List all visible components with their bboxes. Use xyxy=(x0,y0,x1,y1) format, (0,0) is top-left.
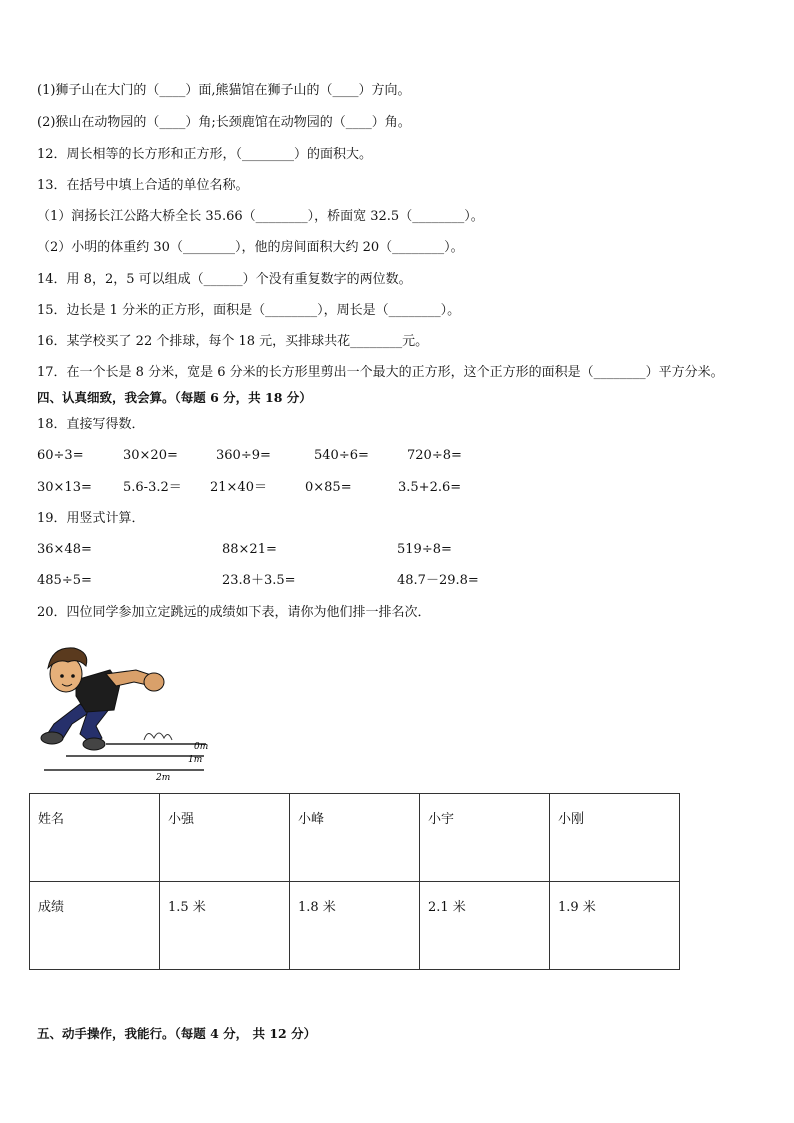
mark-label: 0m xyxy=(194,742,209,752)
vertical-calc-item: 485÷5= xyxy=(37,573,92,588)
vertical-calc-item: 88×21= xyxy=(222,542,277,557)
table-row xyxy=(30,882,680,970)
question-17: 17．在一个长是 8 分米，宽是 6 分米的长方形里剪出一个最大的正方形，这个正方形的面积是（________）平方分米。 xyxy=(37,365,724,380)
mark-label: 2m xyxy=(156,773,171,783)
question-20-stem: 20．四位同学参加立定跳远的成绩如下表，请你为他们排一排名次． xyxy=(37,605,431,620)
jump-score-table xyxy=(29,793,680,970)
calc-item: 30×13= xyxy=(37,480,92,495)
q11-sub2: (2)猴山在动物园的（____）角;长颈鹿馆在动物园的（____）角。 xyxy=(37,115,411,130)
question-19-stem: 19．用竖式计算． xyxy=(37,511,145,526)
q13-sub2: （2）小明的体重约 30（________），他的房间面积大约 20（________）。 xyxy=(37,240,464,255)
calc-item: 720÷8= xyxy=(407,448,462,463)
vertical-calc-item: 36×48= xyxy=(37,542,92,557)
question-13-stem: 13．在括号中填上合适的单位名称。 xyxy=(37,178,249,193)
vertical-calc-item: 23.8＋3.5= xyxy=(222,573,296,588)
question-18-stem: 18．直接写得数． xyxy=(37,417,145,432)
table-header-cell: 小峰 xyxy=(290,794,420,882)
section-4-heading: 四、认真细致，我会算。（每题 6 分，共 18 分） xyxy=(37,390,312,405)
table-cell: 1.5 米 xyxy=(160,882,290,970)
table-cell: 1.9 米 xyxy=(550,882,680,970)
section-5-heading: 五、动手操作，我能行。（每题 4 分， 共 12 分） xyxy=(37,1026,317,1041)
table-row xyxy=(30,794,680,882)
calc-item: 21×40＝ xyxy=(210,480,267,495)
calc-item: 0×85= xyxy=(305,480,352,495)
question-12: 12．周长相等的长方形和正方形，（________）的面积大。 xyxy=(37,147,373,162)
calc-item: 540÷6= xyxy=(314,448,369,463)
vertical-calc-item: 48.7－29.8= xyxy=(397,573,479,588)
question-16: 16．某学校买了 22 个排球，每个 18 元，买排球共花________元。 xyxy=(37,334,429,349)
question-15: 15．边长是 1 分米的正方形，面积是（________），周长是（________）。 xyxy=(37,303,461,318)
table-cell: 成绩 xyxy=(30,882,160,970)
q11-sub1: (1)狮子山在大门的（____）面,熊猫馆在狮子山的（____）方向。 xyxy=(37,83,411,98)
question-14: 14．用 8，2，5 可以组成（______）个没有重复数字的两位数。 xyxy=(37,272,412,287)
calc-item: 5.6-3.2＝ xyxy=(123,480,182,495)
table-header-cell: 小宇 xyxy=(420,794,550,882)
calc-item: 60÷3= xyxy=(37,448,84,463)
calc-item: 30×20= xyxy=(123,448,178,463)
vertical-calc-item: 519÷8= xyxy=(397,542,452,557)
q13-sub1: （1）润扬长江公路大桥全长 35.66（________），桥面宽 32.5（________）。 xyxy=(37,209,484,224)
mark-label: 1m xyxy=(188,755,203,765)
table-header-cell: 姓名 xyxy=(30,794,160,882)
long-jump-illustration xyxy=(36,640,216,784)
calc-item: 360÷9= xyxy=(216,448,271,463)
table-header-cell: 小刚 xyxy=(550,794,680,882)
table-header-cell: 小强 xyxy=(160,794,290,882)
table-cell: 2.1 米 xyxy=(420,882,550,970)
table-cell: 1.8 米 xyxy=(290,882,420,970)
calc-item: 3.5+2.6= xyxy=(398,480,462,495)
